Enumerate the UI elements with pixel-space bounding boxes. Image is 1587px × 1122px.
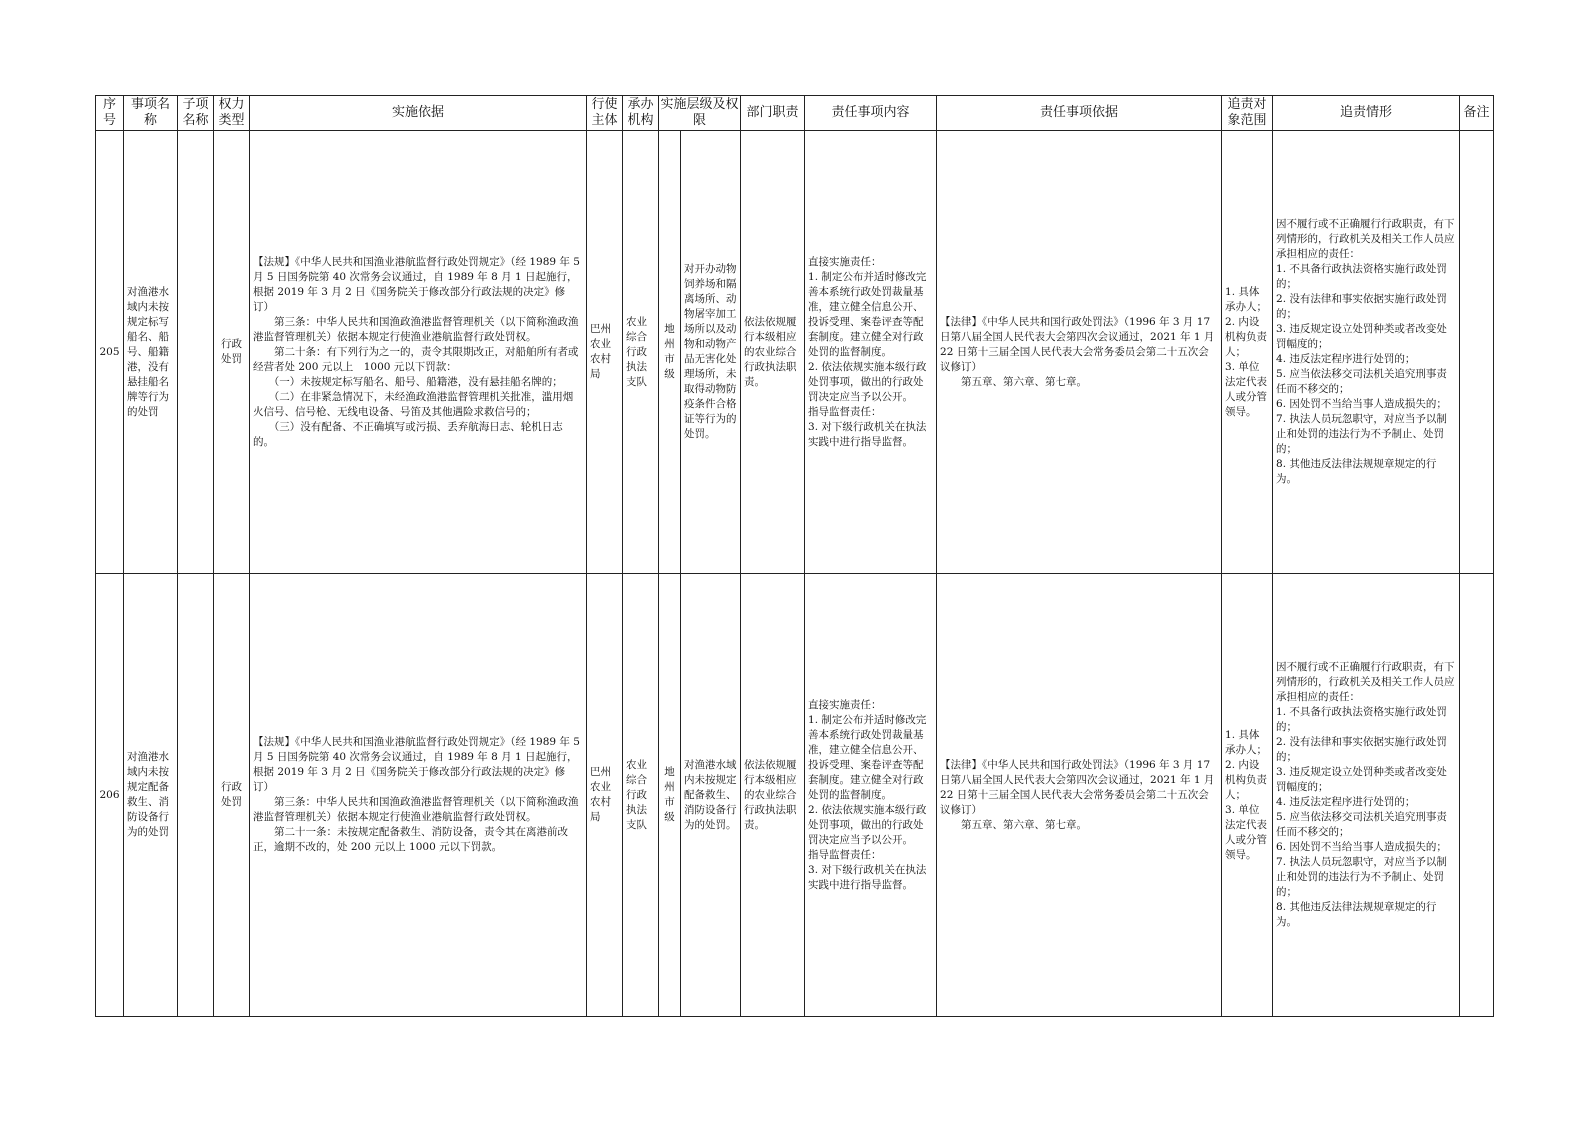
cell-item-name: 对渔港水域内未按规定标写船名、船号、船籍港，没有悬挂船名牌等行为的处罚	[124, 131, 178, 574]
header-remarks: 备注	[1460, 96, 1494, 131]
cell-level-scope: 对开办动物饲养场和隔离场所、动物屠宰加工场所以及动物和动物产品无害化处理场所，未取得动物防疫条件合格证等行为的处罚。	[681, 131, 741, 574]
cell-seq: 206	[96, 574, 124, 1017]
header-sub-name: 子项名称	[178, 96, 214, 131]
cell-level-scope: 对渔港水域内未按规定配备救生、消防设备行为的处罚。	[681, 574, 741, 1017]
cell-accountable-cases: 因不履行或不正确履行行政职责，有下列情形的，行政机关及相关工作人员应承担相应的责任： 1. 不具备行政执法资格实施行政处罚的； 2. 没有法律和事实依据实施行政处罚的； 3. 违反规定设立处罚种类或者改变处罚幅度的； 4. 违反法定程序进行处罚的； 5. 应当依法移交司法机关追究刑事责任而不移交的； 6. 因处罚不当给当事人造成损失的； 7. 执法人员玩忽职守，对应当予以制止和处罚的违法行为不予制止、处罚的； 8. 其他违反法律法规规章规定的行为。	[1273, 131, 1460, 574]
cell-resp-content: 直接实施责任： 1. 制定公布并适时修改完善本系统行政处罚裁量基准，建立健全信息公开、投诉受理、案卷评查等配套制度。建立健全对行政处罚的监督制度。 2. 依法依规实施本级行政处罚事项，做出的行政处罚决定应当予以公开。 指导监督责任： 3. 对下级行政机关在执法实践中进行指导监督。	[805, 131, 937, 574]
cell-sub-name	[178, 574, 214, 1017]
header-accountable-cases: 追责情形	[1273, 96, 1460, 131]
cell-agency: 农业综合行政执法支队	[623, 574, 659, 1017]
header-resp-content: 责任事项内容	[805, 96, 937, 131]
cell-resp-content: 直接实施责任： 1. 制定公布并适时修改完善本系统行政处罚裁量基准，建立健全信息公开、投诉受理、案卷评查等配套制度。建立健全对行政处罚的监督制度。 2. 依法依规实施本级行政处罚事项，做出的行政处罚决定应当予以公开。 指导监督责任： 3. 对下级行政机关在执法实践中进行指导监督。	[805, 574, 937, 1017]
header-item-name: 事项名称	[124, 96, 178, 131]
header-row	[96, 96, 1494, 131]
cell-remarks	[1460, 131, 1494, 574]
header-level: 实施层级及权限	[659, 96, 741, 131]
cell-subject: 巴州农业农村局	[587, 131, 623, 574]
cell-accountable-cases: 因不履行或不正确履行行政职责，有下列情形的，行政机关及相关工作人员应承担相应的责任： 1. 不具备行政执法资格实施行政处罚的； 2. 没有法律和事实依据实施行政处罚的； 3. 违反规定设立处罚种类或者改变处罚幅度的； 4. 违反法定程序进行处罚的； 5. 应当依法移交司法机关追究刑事责任而不移交的； 6. 因处罚不当给当事人造成损失的； 7. 执法人员玩忽职守，对应当予以制止和处罚的违法行为不予制止、处罚的； 8. 其他违反法律法规规章规定的行为。	[1273, 574, 1460, 1017]
cell-remarks	[1460, 574, 1494, 1017]
header-resp-basis: 责任事项依据	[937, 96, 1222, 131]
cell-resp-basis: 【法律】《中华人民共和国行政处罚法》（1996 年 3 月 17 日第八届全国人民代表大会第四次会议通过，2021 年 1 月 22 日第十三届全国人民代表大会常务委员会第二十五次会议修订） 第五章、第六章、第七章。	[937, 131, 1222, 574]
header-accountable-scope: 追责对象范围	[1222, 96, 1273, 131]
cell-basis: 【法规】《中华人民共和国渔业港航监督行政处罚规定》（经 1989 年 5 月 5 日国务院第 40 次常务会议通过，自 1989 年 8 月 1 日起施行，根据 2019 年 3 月 2 日《国务院关于修改部分行政法规的决定》修订） 第三条：中华人民共和国渔政渔港监督管理机关（以下简称渔政渔港监督管理机关）依据本规定行使渔业港航监督行政处罚权。 第二十一条：未按规定配备救生、消防设备，责令其在离港前改正，逾期不改的，处 200 元以上 1000 元以下罚款。	[250, 574, 587, 1017]
header-power-type: 权力类型	[214, 96, 250, 131]
cell-level-tier: 地州市级	[659, 574, 681, 1017]
cell-item-name: 对渔港水域内未按规定配备救生、消防设备行为的处罚	[124, 574, 178, 1017]
cell-subject: 巴州农业农村局	[587, 574, 623, 1017]
cell-duty: 依法依规履行本级相应的农业综合行政执法职责。	[741, 131, 805, 574]
table-row	[96, 131, 1494, 574]
cell-agency: 农业综合行政执法支队	[623, 131, 659, 574]
header-subject: 行使主体	[587, 96, 623, 131]
power-list-table	[95, 95, 1494, 1017]
header-duty: 部门职责	[741, 96, 805, 131]
table-row	[96, 574, 1494, 1017]
cell-sub-name	[178, 131, 214, 574]
cell-resp-basis: 【法律】《中华人民共和国行政处罚法》（1996 年 3 月 17 日第八届全国人民代表大会第四次会议通过，2021 年 1 月 22 日第十三届全国人民代表大会常务委员会第二十五次会议修订） 第五章、第六章、第七章。	[937, 574, 1222, 1017]
cell-basis: 【法规】《中华人民共和国渔业港航监督行政处罚规定》（经 1989 年 5 月 5 日国务院第 40 次常务会议通过，自 1989 年 8 月 1 日起施行，根据 2019 年 3 月 2 日《国务院关于修改部分行政法规的决定》修订） 第三条：中华人民共和国渔政渔港监督管理机关（以下简称渔政渔港监督管理机关）依据本规定行使渔业港航监督行政处罚权。 第二十条：有下列行为之一的，责令其限期改正，对船舶所有者或经营者处 200 元以上 1000 元以下罚款： （一）未按规定标写船名、船号、船籍港，没有悬挂船名牌的； （二）在非紧急情况下，未经渔政渔港监督管理机关批准，滥用烟火信号、信号枪、无线电设备、号笛及其他遇险求救信号的； （三）没有配备、不正确填写或污损、丢弃航海日志、轮机日志的。	[250, 131, 587, 574]
cell-accountable-scope: 1. 具体承办人； 2. 内设机构负责人； 3. 单位法定代表人或分管领导。	[1222, 131, 1273, 574]
cell-seq: 205	[96, 131, 124, 574]
header-agency: 承办机构	[623, 96, 659, 131]
cell-power-type: 行政处罚	[214, 574, 250, 1017]
cell-level-tier: 地州市级	[659, 131, 681, 574]
header-seq: 序号	[96, 96, 124, 131]
cell-power-type: 行政处罚	[214, 131, 250, 574]
cell-duty: 依法依规履行本级相应的农业综合行政执法职责。	[741, 574, 805, 1017]
cell-accountable-scope: 1. 具体承办人； 2. 内设机构负责人； 3. 单位法定代表人或分管领导。	[1222, 574, 1273, 1017]
header-basis: 实施依据	[250, 96, 587, 131]
